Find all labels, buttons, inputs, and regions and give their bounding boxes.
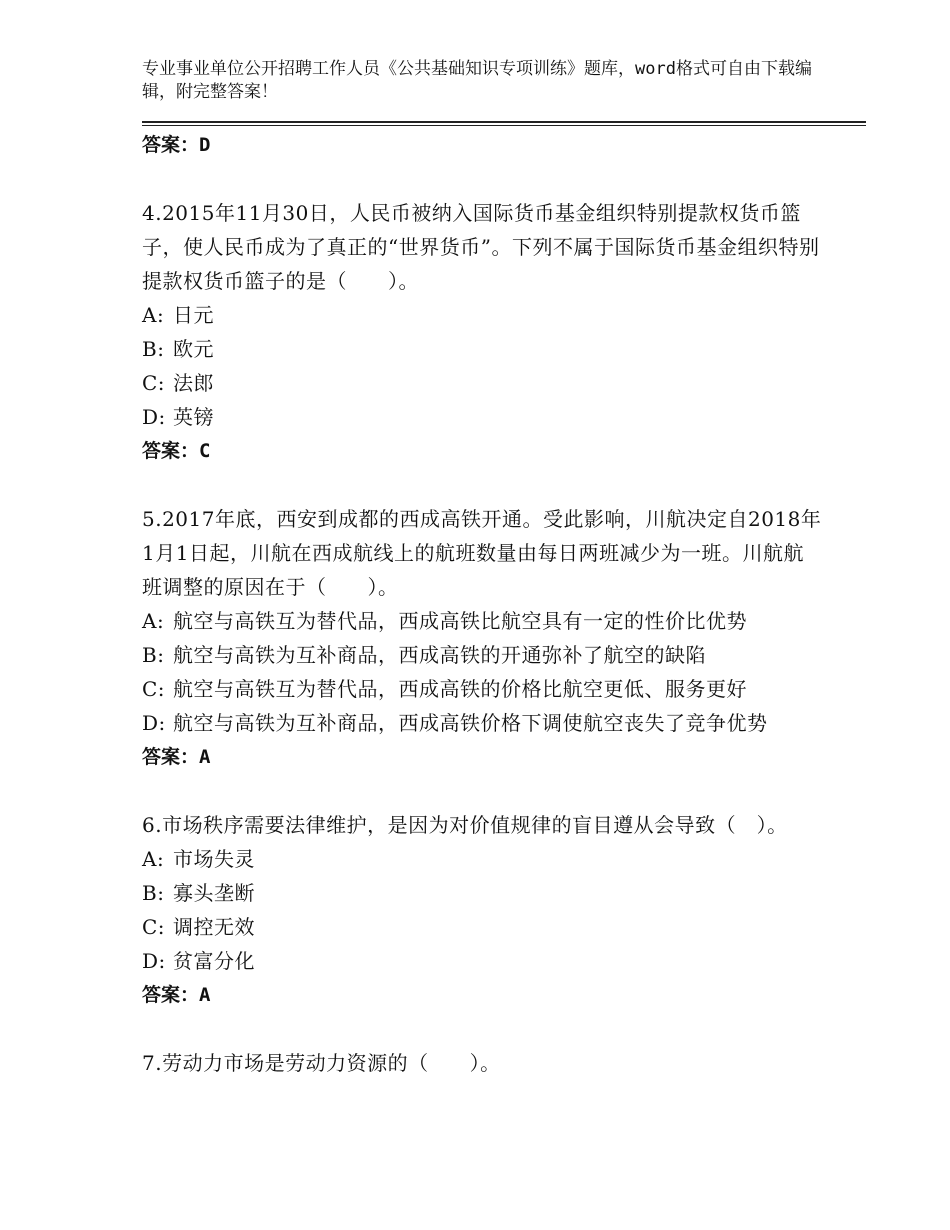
- question-7: [142, 1046, 822, 1080]
- document-body: [142, 128, 822, 1080]
- option-letter: C:: [142, 915, 166, 939]
- option-text: 航空与高铁为互补商品，西成高铁的开通弥补了航空的缺陷: [173, 643, 706, 667]
- option-letter: D:: [142, 711, 166, 735]
- option-text: 航空与高铁互为替代品，西成高铁的价格比航空更低、服务更好: [173, 677, 747, 701]
- option-a: [142, 298, 822, 332]
- option-text: 寡头垄断: [173, 881, 255, 905]
- option-letter: C:: [142, 371, 166, 395]
- option-c: [142, 366, 822, 400]
- option-text: 英镑: [173, 405, 214, 429]
- document-header: 专业事业单位公开招聘工作人员《公共基础知识专项训练》题库，word格式可自由下载编辑，附完整答案！: [142, 59, 812, 102]
- option-text: 航空与高铁互为替代品，西成高铁比航空具有一定的性价比优势: [173, 609, 747, 633]
- question-stem: 5.2017年底，西安到成都的西成高铁开通。受此影响，川航决定自2018年1月1日起，川航在西成航线上的航班数量由每日两班减少为一班。川航航班调整的原因在于（ ）。: [142, 507, 822, 599]
- option-text: 航空与高铁为互补商品，西成高铁价格下调使航空丧失了竞争优势: [173, 711, 768, 735]
- answer-line: 答案：A: [142, 746, 211, 768]
- option-text: 调控无效: [173, 915, 255, 939]
- option-d: [142, 706, 822, 740]
- answer-line: 答案：D: [142, 134, 211, 156]
- option-b: [142, 638, 822, 672]
- question-stem: 7.劳动力市场是劳动力资源的（ ）。: [142, 1051, 501, 1075]
- option-d: [142, 400, 822, 434]
- option-c: [142, 910, 822, 944]
- option-letter: C:: [142, 677, 166, 701]
- option-letter: A:: [142, 847, 165, 871]
- option-text: 市场失灵: [173, 847, 255, 871]
- option-b: [142, 332, 822, 366]
- header-divider: [142, 121, 866, 123]
- option-b: [142, 876, 822, 910]
- option-text: 贫富分化: [173, 949, 255, 973]
- option-letter: B:: [142, 881, 165, 905]
- option-letter: B:: [142, 337, 165, 361]
- question-4: [142, 196, 822, 468]
- option-letter: A:: [142, 609, 165, 633]
- option-d: [142, 944, 822, 978]
- option-c: [142, 672, 822, 706]
- option-letter: A:: [142, 303, 165, 327]
- question-6: [142, 808, 822, 1012]
- answer-line: 答案：A: [142, 984, 211, 1006]
- option-a: [142, 604, 822, 638]
- option-letter: D:: [142, 949, 166, 973]
- option-letter: B:: [142, 643, 165, 667]
- question-stem: 4.2015年11月30日，人民币被纳入国际货币基金组织特别提款权货币篮子，使人民币成为了真正的“世界货币”。下列不属于国际货币基金组织特别提款权货币篮子的是（ ）。: [142, 201, 820, 293]
- option-text: 欧元: [173, 337, 214, 361]
- option-text: 日元: [173, 303, 214, 327]
- question-stem: 6.市场秩序需要法律维护，是因为对价值规律的盲目遵从会导致（ ）。: [142, 813, 788, 837]
- header-divider-thin: [142, 125, 866, 126]
- question-5: [142, 502, 822, 774]
- option-text: 法郎: [173, 371, 214, 395]
- option-letter: D:: [142, 405, 166, 429]
- answer-line: 答案：C: [142, 440, 211, 462]
- option-a: [142, 842, 822, 876]
